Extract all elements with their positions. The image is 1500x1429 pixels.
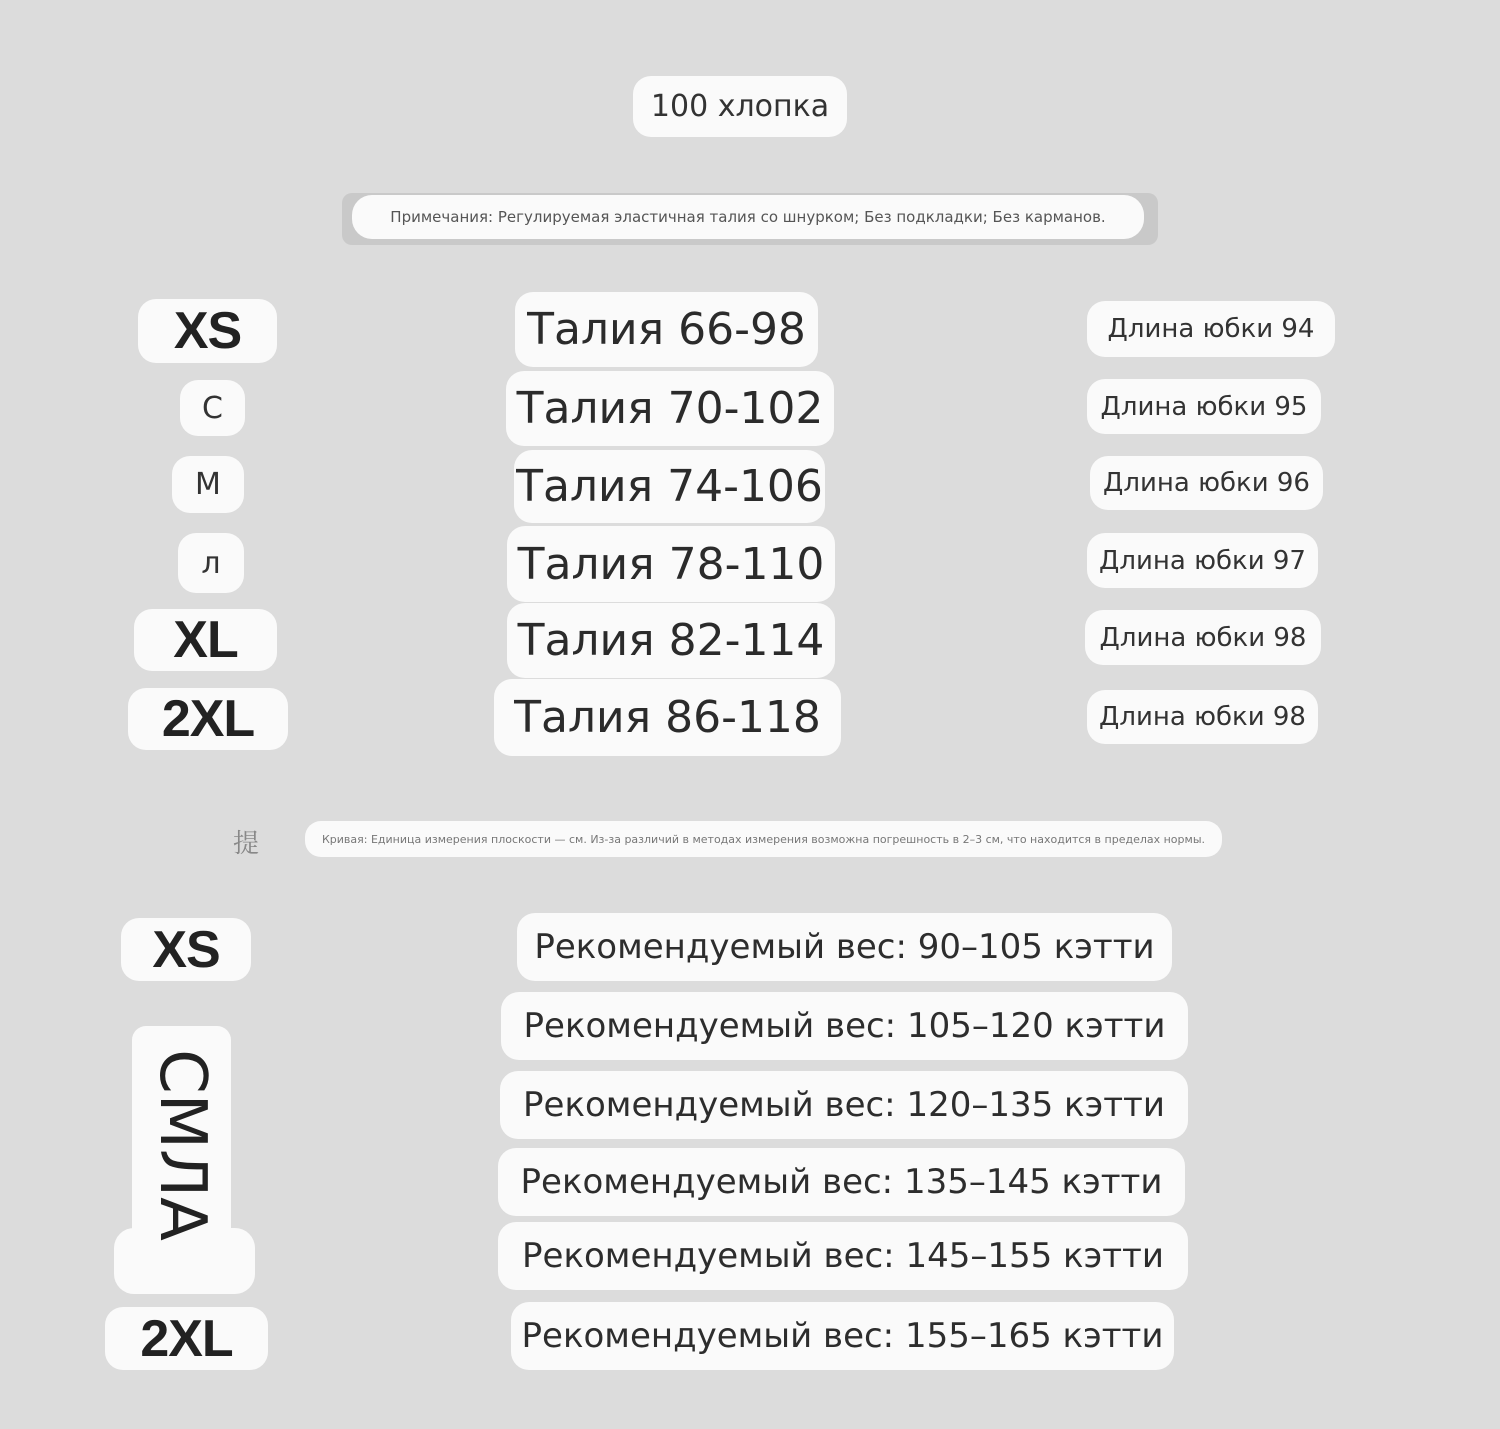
size-label-text: XL: [173, 611, 238, 669]
waist-cell: [514, 450, 825, 523]
skirt-length-cell: [1087, 301, 1335, 357]
waist-cell: [507, 526, 835, 602]
waist-text: Талия 74-106: [516, 461, 823, 512]
skirt-length-text: Длина юбки 96: [1103, 468, 1310, 498]
measurement-note: [305, 821, 1222, 857]
size-label-text: XS: [152, 920, 220, 979]
weight-row: [498, 1222, 1188, 1290]
skirt-length-cell: [1087, 379, 1321, 434]
weight-size-vertical: [132, 1040, 231, 1250]
waist-text: Талия 78-110: [517, 538, 825, 590]
waist-cell: [515, 292, 818, 367]
waist-cell: [507, 603, 835, 678]
size-label-text: М: [195, 467, 221, 502]
note-glyph-text: 提: [232, 828, 259, 859]
notes-banner: [352, 195, 1144, 239]
weight-row: [498, 1148, 1185, 1216]
waist-text: Талия 66-98: [527, 304, 806, 355]
weight-size-2xl: [105, 1307, 268, 1370]
size-label-l: [178, 533, 244, 593]
waist-text: Талия 86-118: [514, 692, 821, 743]
material-title-text: 100 хлопка: [650, 89, 830, 124]
weight-row-text: Рекомендуемый вес: 135–145 кэтти: [520, 1162, 1163, 1202]
skirt-length-cell: [1087, 690, 1318, 744]
weight-row: [501, 992, 1188, 1060]
size-label-text: 2XL: [161, 690, 255, 748]
weight-row-text: Рекомендуемый вес: 90–105 кэтти: [534, 927, 1155, 967]
skirt-length-text: Длина юбки 97: [1099, 545, 1306, 576]
waist-cell: [494, 679, 841, 756]
size-label-text: XS: [173, 302, 242, 360]
waist-text: Талия 82-114: [517, 615, 825, 666]
weight-row-text: Рекомендуемый вес: 155–165 кэтти: [521, 1316, 1164, 1356]
waist-text: Талия 70-102: [516, 383, 824, 434]
weight-row: [511, 1302, 1174, 1370]
measurement-note-text: Кривая: Единица измерения плоскости — см. Из-за различий в методах измерения возможна погрешность в 2–3 см, что находится в пределах нормы.: [321, 832, 1206, 846]
skirt-length-text: Длина юбки 98: [1099, 702, 1306, 732]
note-glyph: [231, 822, 261, 860]
weight-row: [517, 913, 1172, 981]
weight-row-text: Рекомендуемый вес: 145–155 кэтти: [522, 1236, 1164, 1276]
notes-text: Примечания: Регулируемая эластичная талия со шнурком; Без подкладки; Без карманов.: [390, 208, 1106, 226]
skirt-length-cell: [1090, 456, 1323, 510]
size-label-text: С: [202, 390, 223, 426]
weight-row: [500, 1071, 1188, 1139]
weight-row-text: Рекомендуемый вес: 120–135 кэтти: [523, 1085, 1165, 1125]
size-label-text: 2XL: [140, 1309, 233, 1368]
skirt-length-cell: [1085, 610, 1321, 665]
waist-cell: [506, 371, 834, 446]
size-label-text: СМЛА: [144, 1049, 219, 1241]
size-label-text: л: [201, 545, 221, 581]
size-label-m: [172, 456, 244, 513]
skirt-length-text: Длина юбки 95: [1100, 391, 1308, 422]
size-label-xs: [138, 299, 277, 363]
size-label-2xl: [128, 688, 288, 750]
skirt-length-text: Длина юбки 94: [1107, 314, 1315, 344]
weight-row-text: Рекомендуемый вес: 105–120 кэтти: [523, 1006, 1166, 1046]
material-title: [633, 76, 847, 137]
size-label-xl: [134, 609, 277, 671]
weight-size-xs: [121, 918, 251, 981]
size-label-s: [180, 380, 245, 436]
skirt-length-cell: [1087, 533, 1318, 588]
skirt-length-text: Длина юбки 98: [1099, 622, 1307, 653]
